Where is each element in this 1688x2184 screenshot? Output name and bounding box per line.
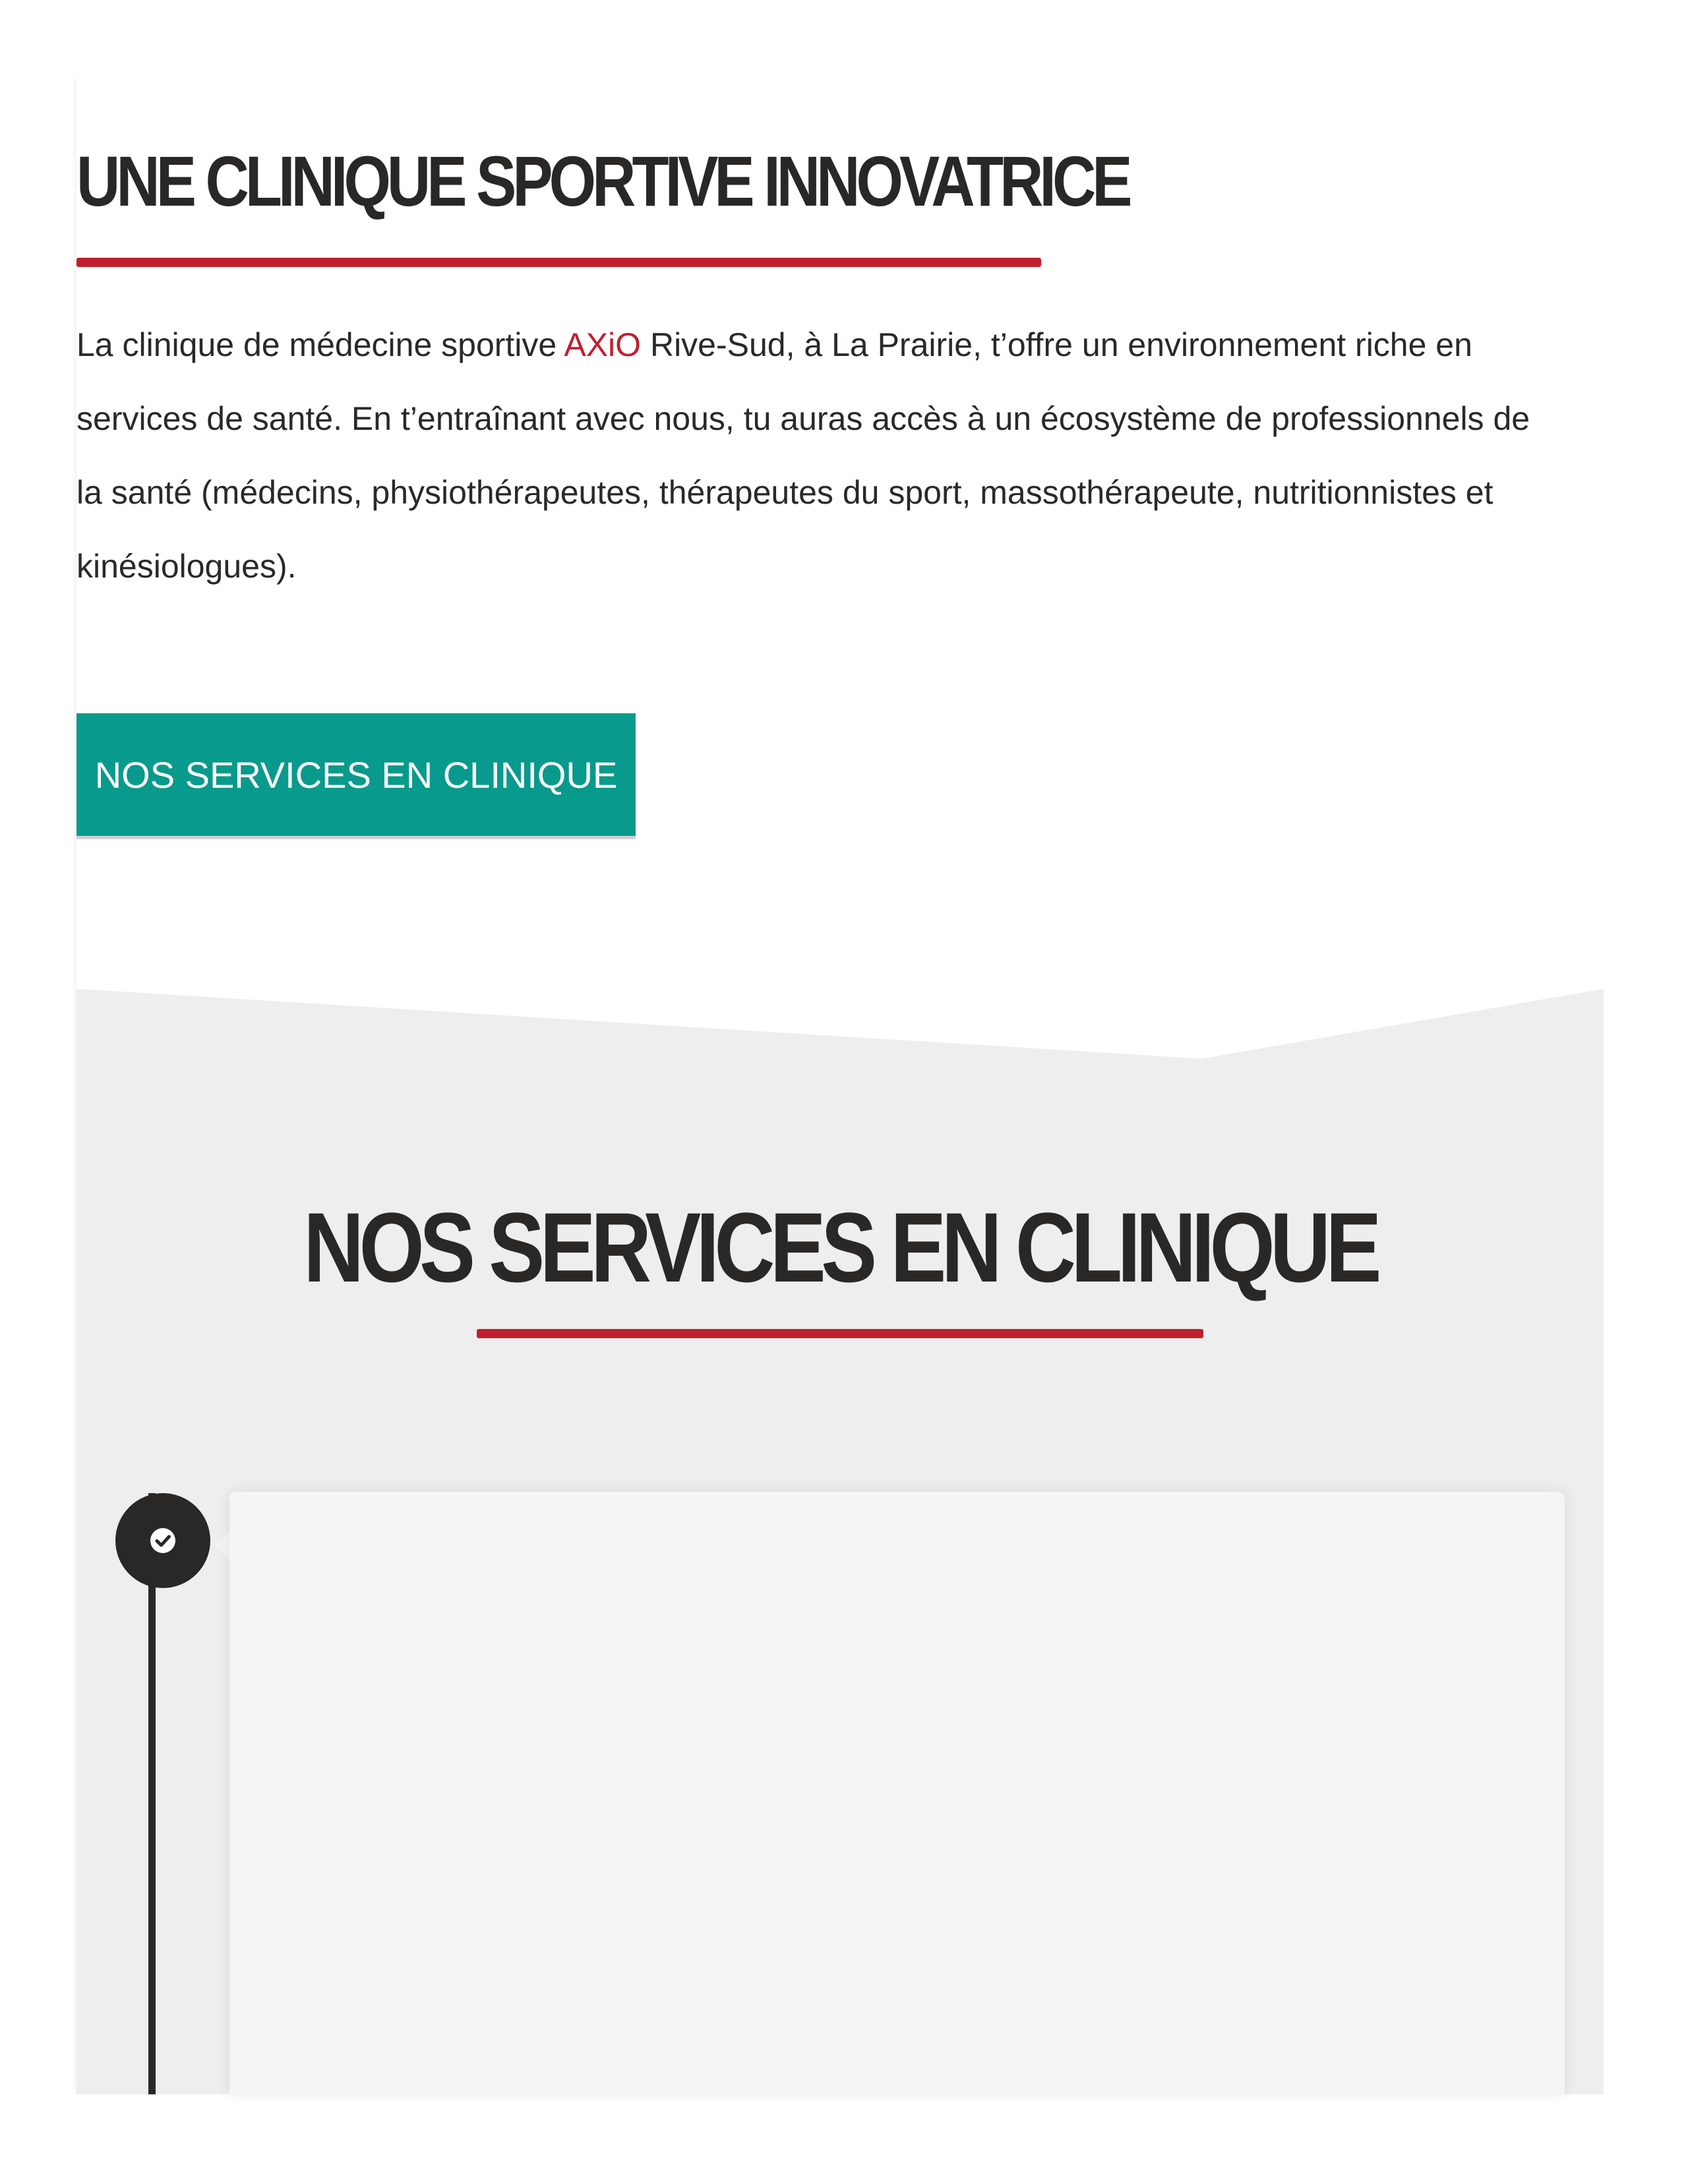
brand-name: AXiO — [564, 326, 642, 363]
intro-heading-underline — [76, 258, 1041, 267]
timeline-node — [115, 1493, 210, 1588]
services-cta-button[interactable]: NOS SERVICES EN CLINIQUE — [76, 713, 636, 836]
service-card — [229, 1492, 1565, 2094]
intro-heading: UNE CLINIQUE SPORTIVE INNOVATRICE — [76, 141, 1129, 221]
service-card-pointer — [215, 1531, 231, 1560]
intro-paragraph — [76, 308, 1547, 603]
intro-text-start: La clinique de médecine sportive — [76, 326, 564, 363]
services-heading-underline — [477, 1329, 1203, 1338]
intro-text-end: Rive-Sud, à La Prairie, t’offre un environnement riche en services de santé. En t’entraînant avec nous, tu auras accès à un écosystème de professionnels de la santé (médecins, physiothérapeutes, thérapeutes du sport, massothérapeute, nutritionnistes et kinésiologues). — [76, 326, 1530, 585]
services-heading: NOS SERVICES EN CLINIQUE — [303, 1192, 1377, 1303]
check-circle-icon — [150, 1527, 176, 1554]
